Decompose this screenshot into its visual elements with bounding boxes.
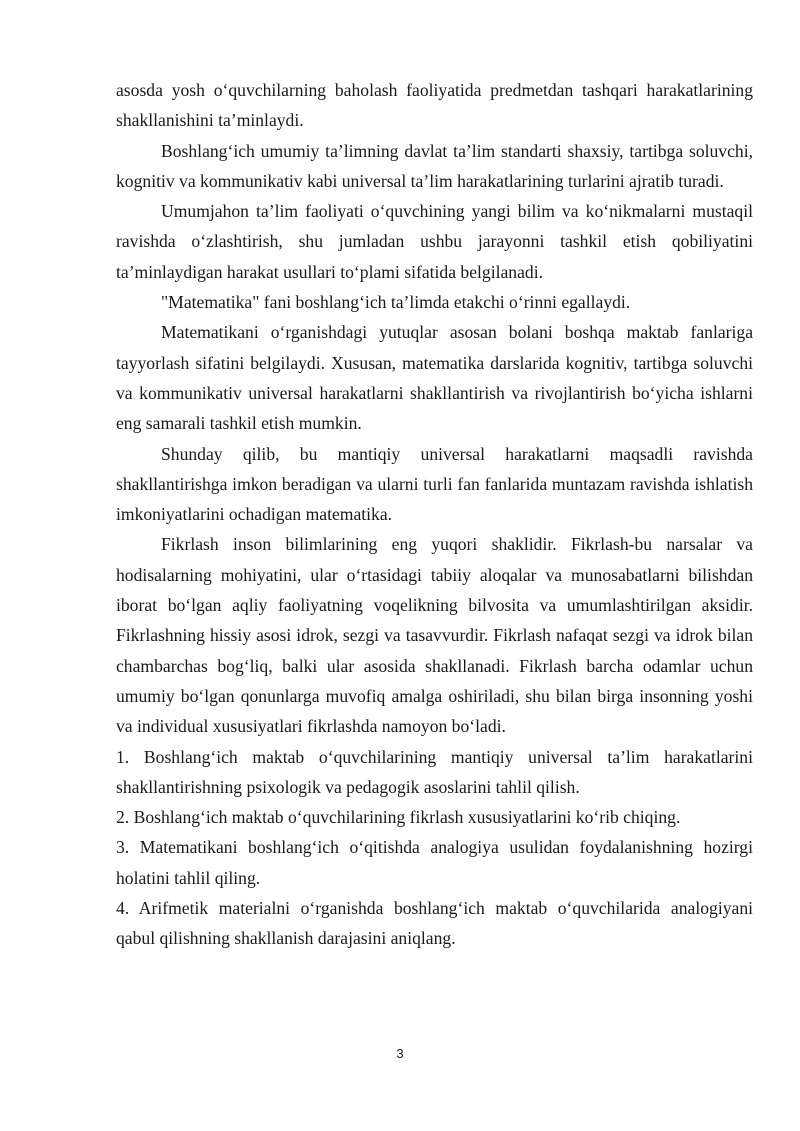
paragraph: Shunday qilib, bu mantiqiy universal harakatlarni maqsadli ravishda shakllantirishga imkon beradigan va ularni turli fan fanlarida muntazam ravishda ishlatish imkoniyatlarini ochadigan matematika. xyxy=(116,443,753,525)
numbered-list-item: 2. Boshlang‘ich maktab o‘quvchilarining fikrlash xususiyatlarini ko‘rib chiqing. xyxy=(116,807,681,828)
paragraph: Matematikani o‘rganishdagi yutuqlar asosan bolani boshqa maktab fanlariga tayyorlash sifatini belgilaydi. Xususan, matematika darslarida kognitiv, tartibga soluvchi va kommunikativ universal harakatlarni shakllantirish va rivojlantirish bo‘yicha ishlarni eng samarali tashkil etish mumkin. xyxy=(116,322,753,434)
document-body xyxy=(116,75,753,954)
paragraph: Umumjahon ta’lim faoliyati o‘quvchining yangi bilim va ko‘nikmalarni mustaqil ravishda o‘zlashtirish, shu jumladan ushbu jarayonni tashkil etish qobiliyatini ta’minlaydigan harakat usullari to‘plami sifatida belgilanadi. xyxy=(116,201,753,282)
page-number: 3 xyxy=(396,1046,404,1061)
numbered-list-item: 1. Boshlang‘ich maktab o‘quvchilarining mantiqiy universal ta’lim harakatlarini shakllantirishning psixologik va pedagogik asoslarini tahlil qilish. xyxy=(116,746,753,797)
numbered-list-item: 4. Arifmetik materialni o‘rganishda boshlang‘ich maktab o‘quvchilarida analogiyani qabul qilishning shakllanish darajasini aniqlang. xyxy=(116,898,753,949)
paragraph: asosda yosh o‘quvchilarning baholash faoliyatida predmetdan tashqari harakatlarining shakllanishini ta’minlaydi. xyxy=(116,80,753,131)
numbered-list-item: 3. Matematikani boshlang‘ich o‘qitishda analogiya usulidan foydalanishning hozirgi holatini tahlil qiling. xyxy=(116,837,753,888)
paragraph: "Matematika" fani boshlang‘ich ta’limda etakchi o‘rinni egallaydi. xyxy=(161,292,631,313)
paragraph: Boshlang‘ich umumiy ta’limning davlat ta’lim standarti shaxsiy, tartibga soluvchi, kognitiv va kommunikativ kabi universal ta’lim harakatlarining turlarini ajratib turadi. xyxy=(116,140,753,191)
paragraph: Fikrlash inson bilimlarining eng yuqori shaklidir. Fikrlash-bu narsalar va hodisalarning mohiyatini, ular o‘rtasidagi tabiiy aloqalar va munosabatlarni bilishdan iborat bo‘lgan aqliy faoliyatning voqelikning bilvosita va umumlashtirilgan aksidir. Fikrlashning hissiy asosi idrok, sezgi va tasavvurdir. Fikrlash nafaqat sezgi va idrok bilan chambarchas bog‘liq, balki ular asosida shakllanadi. Fikrlash barcha odamlar uchun umumiy bo‘lgan qonunlarga muvofiq amalga oshiriladi, shu bilan birga insonning yoshi va individual xususiyatlari fikrlashda namoyon bo‘ladi. xyxy=(116,534,753,737)
